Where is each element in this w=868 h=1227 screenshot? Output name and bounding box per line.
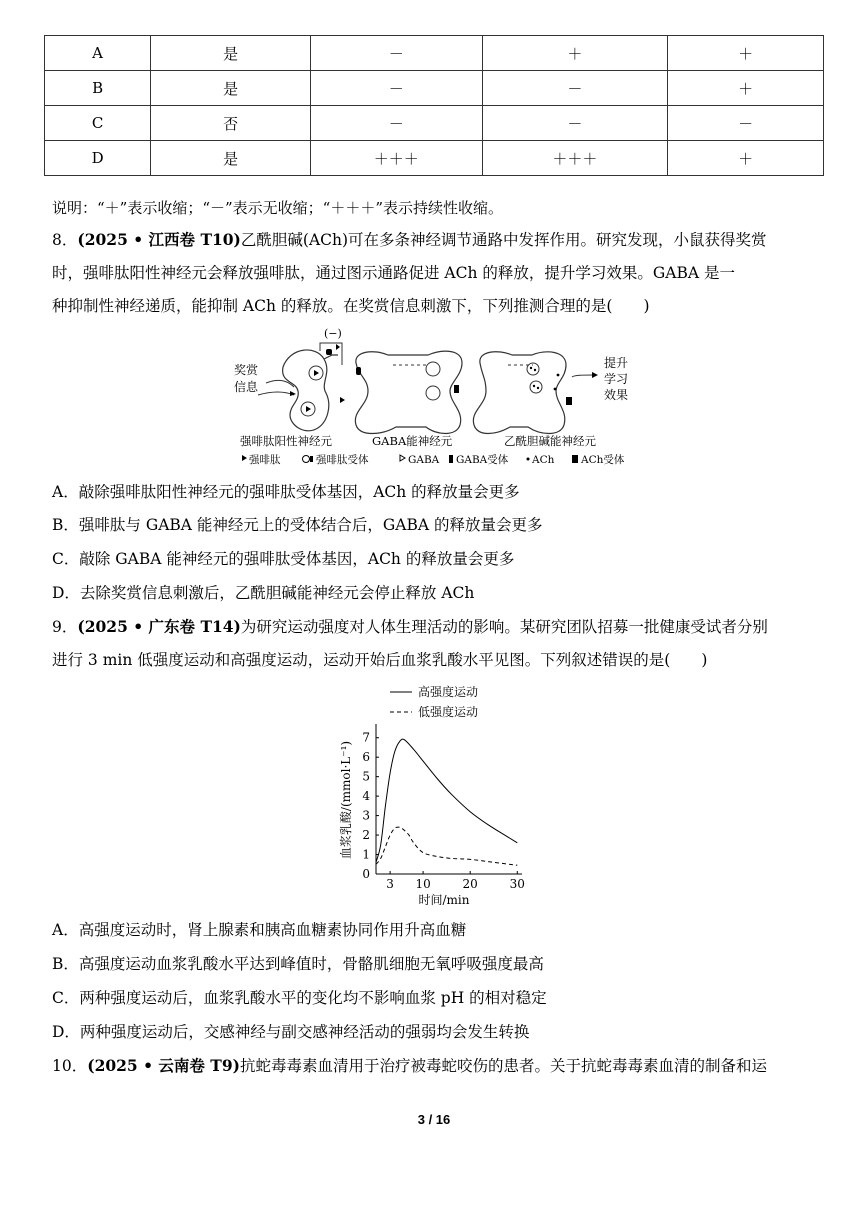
table-cell: ＋＋＋ (310, 141, 482, 176)
q9-line2: 进行 3 min 低强度运动和高强度运动，运动开始后血浆乳酸水平见图。下列叙述错误的是( ) (52, 651, 708, 669)
y-tick-label: 7 (362, 730, 370, 745)
output-label-3: 效果 (604, 388, 629, 402)
table-cell: ＋ (482, 36, 668, 71)
table-cell: C (45, 106, 151, 141)
table-cell: 是 (151, 36, 311, 71)
gaba-receptor-legend-icon (449, 455, 453, 463)
neuron3-label: 乙酰胆碱能神经元 (504, 434, 596, 448)
x-axis-label: 时间/min (418, 893, 470, 907)
gaba-legend-icon (400, 455, 405, 461)
table-row (45, 106, 824, 141)
ach-neuron-shape (473, 352, 566, 434)
result-table (44, 35, 824, 176)
table-cell: D (45, 141, 151, 176)
x-tick-label: 10 (415, 877, 431, 891)
table-cell: ＋ (668, 141, 824, 176)
y-tick-label: 3 (362, 808, 370, 823)
q9-option-a: A．高强度运动时，肾上腺素和胰高血糖素协同作用升高血糖 (52, 921, 467, 939)
input-label-1: 奖赏 (234, 363, 259, 377)
output-label-2: 学习 (604, 372, 629, 386)
table-cell: － (310, 71, 482, 106)
y-tick-label: 2 (362, 828, 370, 843)
y-axis-label: 血浆乳酸/(mmol·L⁻¹) (339, 740, 353, 860)
table-cell: A (45, 36, 151, 71)
y-tick-label: 4 (362, 789, 370, 804)
legend-label-0: 高强度运动 (418, 685, 479, 699)
table-row (45, 36, 824, 71)
lactate-chart (330, 682, 540, 908)
q8-line3: 种抑制性神经递质，能抑制 ACh 的释放。在奖赏信息刺激下，下列推测合理的是( ) (52, 297, 650, 315)
legend-label-1: 低强度运动 (418, 705, 479, 719)
q9-option-d: D．两种强度运动后，交感神经与副交感神经活动的强弱均会发生转换 (52, 1023, 530, 1041)
dynorphin-receptor-legend-icon (303, 456, 310, 463)
table-cell: － (482, 71, 668, 106)
output-label-1: 提升 (604, 356, 629, 370)
x-tick-label: 30 (509, 877, 525, 891)
q8-option-c: C．敲除 GABA 能神经元的强啡肽受体基因，ACh 的释放量会更多 (52, 550, 515, 568)
table-cell: 是 (151, 141, 311, 176)
dynorphin-legend-icon (242, 455, 247, 461)
legend-4: ACh (532, 454, 555, 466)
q8-option-d: D．去除奖赏信息刺激后，乙酰胆碱能神经元会停止释放 ACh (52, 584, 475, 602)
page-number: 3 / 16 (417, 1112, 451, 1127)
table-cell: － (482, 106, 668, 141)
q8-option-a: A．敲除强啡肽阳性神经元的强啡肽受体基因，ACh 的释放量会更多 (52, 483, 520, 501)
q8-line1: 8．(2025 • 江西卷 T10)乙酰胆碱(ACh)可在多条神经调节通路中发挥作用。研究发现，小鼠获得奖赏 (52, 230, 767, 249)
table-row (45, 71, 824, 106)
y-tick-label: 1 (362, 847, 370, 862)
y-tick-label: 6 (362, 750, 370, 765)
q9-option-b: B．高强度运动血浆乳酸水平达到峰值时，骨骼肌细胞无氧呼吸强度最高 (52, 955, 544, 973)
neuron1-label: 强啡肽阳性神经元 (240, 434, 332, 448)
table-cell: 否 (151, 106, 311, 141)
y-tick-label: 5 (362, 769, 370, 784)
legend-3: GABA受体 (456, 454, 509, 466)
ach-legend-icon (527, 458, 530, 461)
dynorphin-neuron-shape (283, 350, 329, 431)
table-cell: ＋ (668, 36, 824, 71)
input-label-2: 信息 (234, 380, 259, 394)
x-tick-label: 20 (462, 877, 478, 891)
table-cell: ＋ (668, 71, 824, 106)
q9-line1: 9．(2025 • 广东卷 T14)为研究运动强度对人体生理活动的影响。某研究团队招募一批健康受试者分别 (52, 617, 768, 636)
y-tick-label: 0 (362, 867, 370, 881)
legend-0: 强啡肽 (249, 454, 281, 466)
series-line-1 (376, 827, 517, 865)
series-line-0 (376, 739, 517, 862)
x-tick-label: 3 (386, 877, 394, 891)
legend-5: ACh受体 (581, 454, 625, 466)
inhibit-label: (−) (324, 327, 342, 340)
table-cell: ＋＋＋ (482, 141, 668, 176)
q8-option-b: B．强啡肽与 GABA 能神经元上的受体结合后，GABA 的释放量会更多 (52, 516, 543, 534)
table-cell: － (668, 106, 824, 141)
q9-option-c: C．两种强度运动后，血浆乳酸水平的变化均不影响血浆 pH 的相对稳定 (52, 989, 547, 1007)
q10-line1: 10．(2025 • 云南卷 T9)抗蛇毒毒素血清用于治疗被毒蛇咬伤的患者。关于抗蛇毒毒素血清的制备和运 (52, 1056, 767, 1075)
q8-line2: 时，强啡肽阳性神经元会释放强啡肽，通过图示通路促进 ACh 的释放，提升学习效果。GABA 是一 (52, 264, 735, 282)
neuron2-label: GABA能神经元 (372, 434, 453, 448)
table-cell: － (310, 106, 482, 141)
table-row (45, 141, 824, 176)
ach-receptor-legend-icon (572, 455, 578, 463)
legend-2: GABA (408, 454, 440, 466)
table-cell: 是 (151, 71, 311, 106)
table-note: 说明：“＋”表示收缩；“－”表示无收缩；“＋＋＋”表示持续性收缩。 (52, 199, 504, 217)
legend-1: 强啡肽受体 (316, 454, 369, 466)
table-cell: B (45, 71, 151, 106)
neuron-pathway-diagram (228, 325, 640, 473)
table-cell: － (310, 36, 482, 71)
gaba-neuron-shape (355, 351, 462, 433)
